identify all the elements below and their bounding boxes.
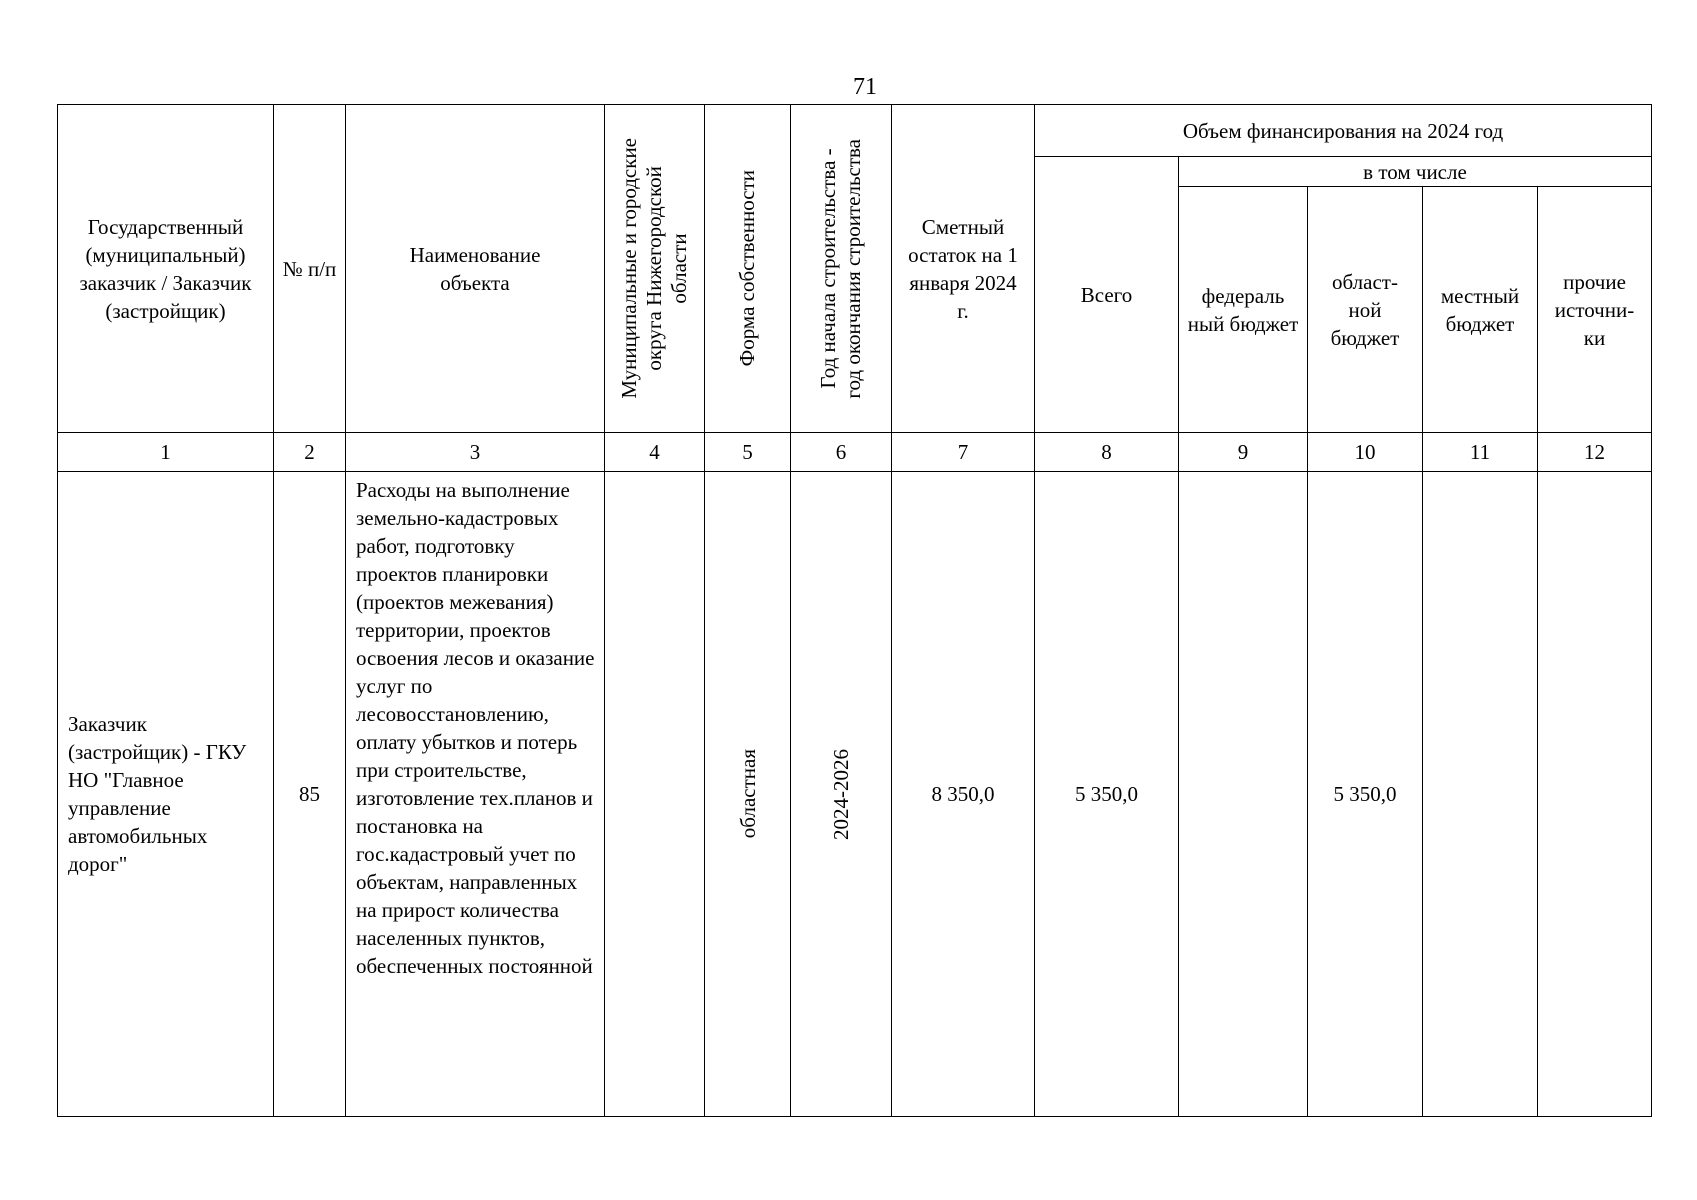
column-number: 5 xyxy=(705,433,791,472)
column-number: 6 xyxy=(791,433,892,472)
header-federal: федераль ный бюджет xyxy=(1179,187,1308,433)
header-local: местный бюджет xyxy=(1423,187,1538,433)
column-number: 4 xyxy=(605,433,705,472)
page-number: 71 xyxy=(853,74,877,100)
header-municipality xyxy=(605,105,705,433)
column-number: 3 xyxy=(346,433,605,472)
row-ownership: областная xyxy=(705,472,791,1117)
header-customer: Государственный (муниципальный) заказчик / Заказчик (застройщик) xyxy=(58,105,274,433)
column-number: 9 xyxy=(1179,433,1308,472)
budget-table xyxy=(57,104,1652,1117)
header-municipality-text: Муниципальные и городские округа Нижегородской области xyxy=(617,138,691,399)
row-other xyxy=(1538,472,1652,1117)
column-numbers-row xyxy=(58,433,1652,472)
table-row xyxy=(58,472,1652,1117)
header-ownership: Форма собственности xyxy=(705,105,791,433)
header-including-group: в том числе xyxy=(1179,157,1652,187)
row-local xyxy=(1423,472,1538,1117)
column-number: 10 xyxy=(1308,433,1423,472)
column-number: 11 xyxy=(1423,433,1538,472)
header-funding-group: Объем финансирования на 2024 год xyxy=(1035,105,1652,157)
column-number: 7 xyxy=(892,433,1035,472)
column-number: 12 xyxy=(1538,433,1652,472)
header-years-text: Год начала строительства - год окончания строительства xyxy=(816,138,865,399)
header-number: № п/п xyxy=(274,105,346,433)
column-number: 1 xyxy=(58,433,274,472)
row-estimated-balance: 8 350,0 xyxy=(892,472,1035,1117)
column-number: 8 xyxy=(1035,433,1179,472)
header-total: Всего xyxy=(1035,157,1179,433)
row-municipality xyxy=(605,472,705,1117)
row-years: 2024-2026 xyxy=(791,472,892,1117)
header-regional: област- ной бюджет xyxy=(1308,187,1423,433)
row-federal xyxy=(1179,472,1308,1117)
row-regional: 5 350,0 xyxy=(1308,472,1423,1117)
header-years xyxy=(791,105,892,433)
row-object-name: Расходы на выполнение земельно-кадастровых работ, подготовку проектов планировки (проектов межевания) территории, проектов освоения лесов и оказание услуг по лесовосстановлению, оплату убытков и потерь при строительстве, изготовление тех.планов и постановка на гос.кадастровый учет по объектам, направленных на прирост количества населенных пунктов, обеспеченных постоянной xyxy=(346,472,605,1117)
row-number: 85 xyxy=(274,472,346,1117)
row-total: 5 350,0 xyxy=(1035,472,1179,1117)
header-other: прочие источни- ки xyxy=(1538,187,1652,433)
column-number: 2 xyxy=(274,433,346,472)
header-estimated-balance: Сметный остаток на 1 января 2024 г. xyxy=(892,105,1035,433)
header-object-name: Наименование объекта xyxy=(346,105,605,433)
row-customer: Заказчик (застройщик) - ГКУ НО "Главное управление автомобильных дорог" xyxy=(58,472,274,1117)
